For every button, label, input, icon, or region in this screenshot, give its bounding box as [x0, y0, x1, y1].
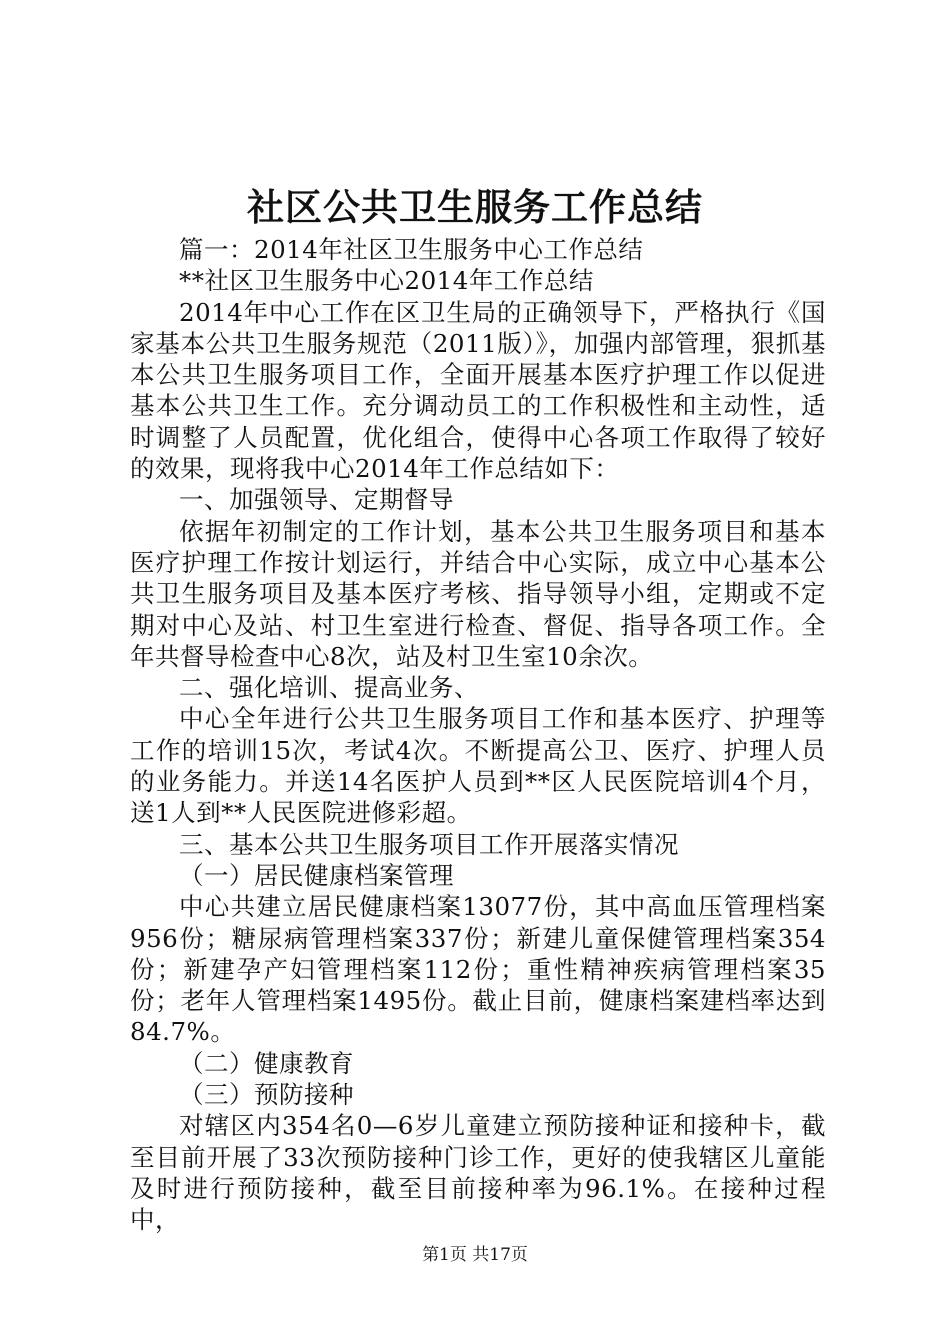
- paragraph-leadership: 依据年初制定的工作计划，基本公共卫生服务项目和基本医疗护理工作按计划运行，并结合中心实际，成立中心基本公共卫生服务项目及基本医疗考核、指导领导小组，定期或不定期对中心及站、村卫生室进行检查、督促、指导各项工作。全年共督导检查中心8次，站及村卫生室10余次。: [130, 516, 826, 671]
- paragraph-subtitle: **社区卫生服务中心2014年工作总结: [179, 266, 594, 296]
- heading-leadership: 一、加强领导、定期督导: [179, 485, 454, 515]
- document-title: 社区公共卫生服务工作总结: [247, 185, 703, 229]
- paragraph-intro: 2014年中心工作在区卫生局的正确领导下，严格执行《国家基本公共卫生服务规范（2011版）》，加强内部管理，狠抓基本公共卫生服务项目工作，全面开展基本医疗护理工作以促进基本公共卫生工作。充分调动员工的工作积极性和主动性，适时调整了人员配置，优化组合，使得中心各项工作取得了较好的效果，现将我中心2014年工作总结如下：: [130, 297, 826, 484]
- paragraph-vaccination: 对辖区内354名0—6岁儿童建立预防接种证和接种卡，截至目前开展了33次预防接种门诊工作，更好的使我辖区儿童能及时进行预防接种，截至目前接种率为96.1%。在接种过程中，: [130, 1111, 826, 1235]
- paragraph-health-records: 中心共建立居民健康档案13077份，其中高血压管理档案956份；糖尿病管理档案337份；新建儿童保健管理档案354份；新建孕产妇管理档案112份；重性精神疾病管理档案35份；老年人管理档案1495份。截止目前，健康档案建档率达到84.7%。: [130, 892, 826, 1047]
- heading-public-health: 三、基本公共卫生服务项目工作开展落实情况: [179, 829, 679, 859]
- heading-vaccination: （三）预防接种: [179, 1080, 354, 1110]
- paragraph-training: 中心全年进行公共卫生服务项目工作和基本医疗、护理等工作的培训15次，考试4次。不断提高公卫、医疗、护理人员的业务能力。并送14名医护人员到**区人民医院培训4个月，送1人到**人民医院进修彩超。: [130, 704, 826, 828]
- heading-health-education: （二）健康教育: [179, 1048, 354, 1078]
- heading-training: 二、强化培训、提高业务、: [179, 673, 479, 703]
- document-body: [130, 234, 826, 1236]
- page-footer: 第1页 共17页: [422, 1245, 528, 1265]
- heading-health-records: （一）居民健康档案管理: [179, 860, 454, 890]
- paragraph-section-heading: 篇一：2014年社区卫生服务中心工作总结: [179, 235, 644, 264]
